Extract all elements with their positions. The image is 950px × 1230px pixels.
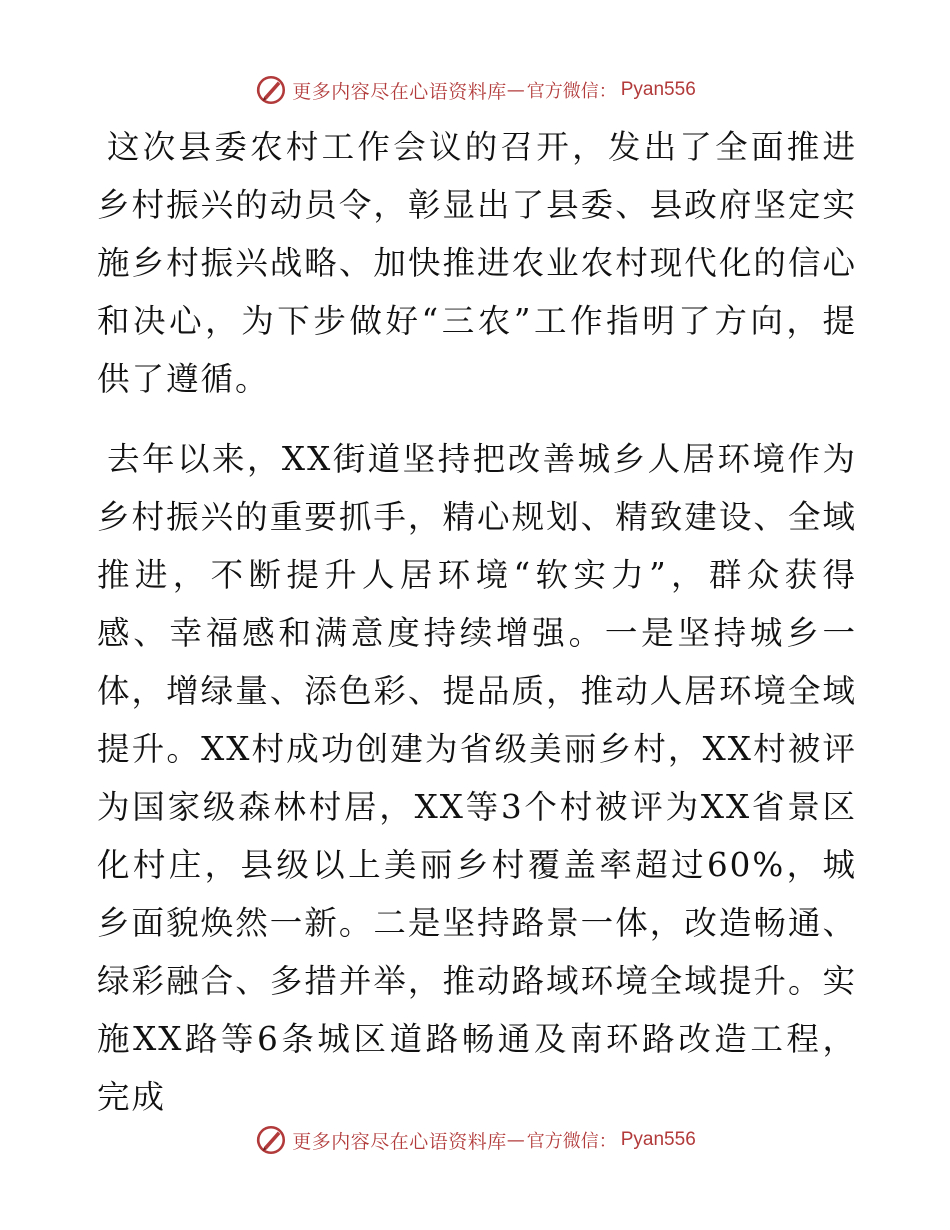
footer-banner (0, 1120, 950, 1160)
paragraph-1: 这次县委农村工作会议的召开，发出了全面推进乡村振兴的动员令，彰显出了县委、县政府坚定实施乡村振兴战略、加快推进农业农村现代化的信心和决心，为下步做好“三农”工作指明了方向，提供了遵循。 (97, 128, 857, 398)
banner-slogan: 更多内容尽在心语资料库 (292, 80, 507, 103)
banner-wechat-id: Pyan556 (620, 1129, 696, 1150)
banner-wechat-id: Pyan556 (620, 79, 696, 100)
header-banner (0, 70, 950, 110)
banner-wechat-label: 官方微信： (526, 81, 617, 102)
banner-dash: — (506, 1129, 525, 1151)
paragraph-2: 去年以来，XX街道坚持把改善城乡人居环境作为乡村振兴的重要抓手，精心规划、精致建设、全域推进，不断提升人居环境“软实力”，群众获得感、幸福感和满意度持续增强。一是坚持城乡一体，增绿量、添色彩、提品质，推动人居环境全域提升。XX村成功创建为省级美丽乡村，XX村被评为国家级森林村居，XX等3个村被评为XX省景区化村庄，县级以上美丽乡村覆盖率超过60%，城乡面貌焕然一新。二是坚持路景一体，改造畅通、绿彩融合、多措并举，推动路域环境全域提升。实施XX路等6条城区道路畅通及南环路改造工程，完成 (97, 440, 857, 1116)
banner-wechat-label: 官方微信： (526, 1131, 617, 1152)
pen-logo-icon (254, 1123, 288, 1157)
pen-logo-icon (254, 73, 288, 107)
document-body (97, 118, 857, 1126)
banner-slogan: 更多内容尽在心语资料库 (292, 1130, 507, 1153)
banner-dash: — (506, 79, 525, 101)
